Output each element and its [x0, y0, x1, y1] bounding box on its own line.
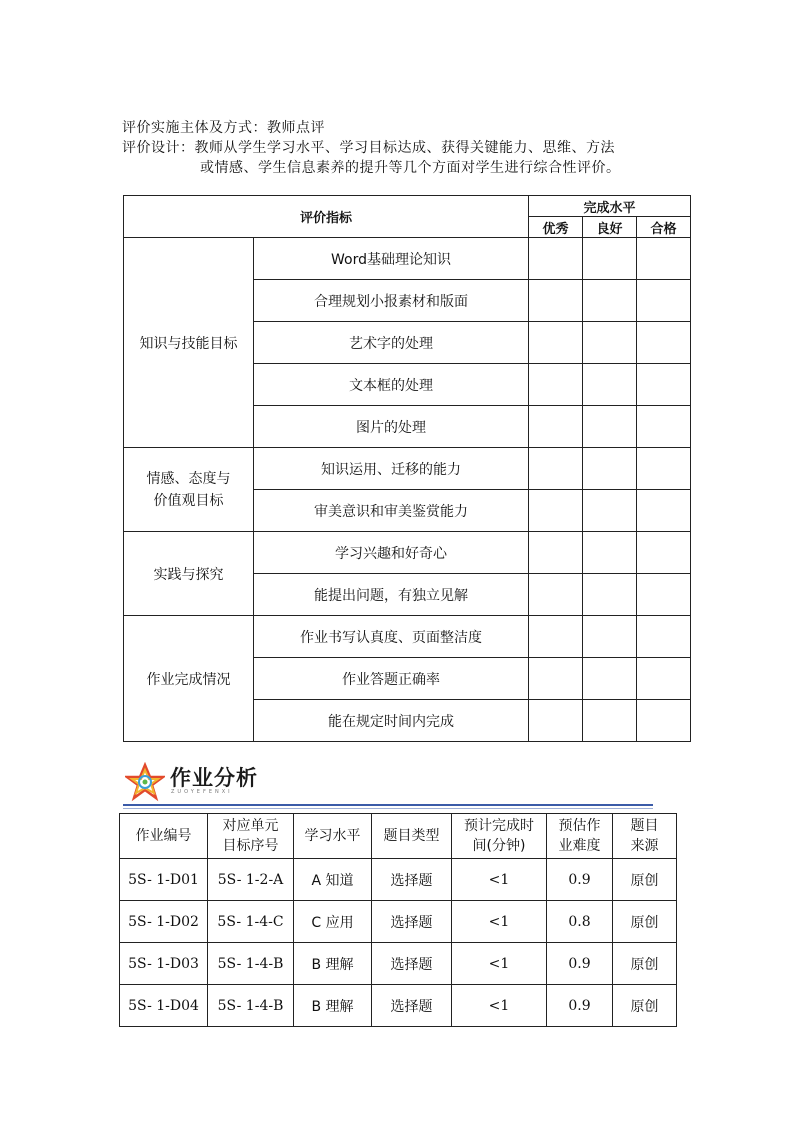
rating-cell[interactable]	[637, 574, 691, 616]
estimated-time: <1	[452, 943, 547, 985]
homework-id: 5S- 1-D01	[120, 859, 208, 901]
homework-id: 5S- 1-D03	[120, 943, 208, 985]
target-code: 5S- 1-2-A	[208, 859, 294, 901]
rating-cell[interactable]	[637, 406, 691, 448]
difficulty: 0.8	[547, 901, 613, 943]
table-row	[120, 901, 677, 943]
difficulty: 0.9	[547, 943, 613, 985]
rating-cell[interactable]	[583, 364, 637, 406]
target-code: 5S- 1-4-B	[208, 943, 294, 985]
source: 原创	[613, 859, 677, 901]
rating-cell[interactable]	[529, 700, 583, 742]
learning-level: B 理解	[294, 943, 372, 985]
header-line: 业难度	[558, 838, 601, 854]
target-code: 5S- 1-4-C	[208, 901, 294, 943]
rating-cell[interactable]	[637, 448, 691, 490]
indicator-item: 作业书写认真度、页面整洁度	[254, 616, 529, 658]
rating-cell[interactable]	[583, 658, 637, 700]
rating-cell[interactable]	[529, 322, 583, 364]
rating-cell[interactable]	[583, 700, 637, 742]
rating-cell[interactable]	[583, 532, 637, 574]
homework-id: 5S- 1-D04	[120, 985, 208, 1027]
header-cell	[613, 814, 677, 859]
rating-cell[interactable]	[529, 448, 583, 490]
learning-level: A 知道	[294, 859, 372, 901]
header-cell	[452, 814, 547, 859]
indicator-item: 艺术字的处理	[254, 322, 529, 364]
estimated-time: <1	[452, 859, 547, 901]
category-line: 情感、态度与	[146, 470, 231, 487]
question-type: 选择题	[372, 985, 452, 1027]
category-knowledge-skill: 知识与技能目标	[124, 238, 254, 448]
rating-cell[interactable]	[529, 658, 583, 700]
question-type: 选择题	[372, 901, 452, 943]
rating-cell[interactable]	[529, 364, 583, 406]
question-type: 选择题	[372, 859, 452, 901]
intro-line-1: 评价实施主体及方式：教师点评	[122, 120, 325, 136]
rating-cell[interactable]	[529, 406, 583, 448]
level-excellent: 优秀	[529, 217, 583, 238]
indicator-item: 知识运用、迁移的能力	[254, 448, 529, 490]
homework-table	[119, 813, 677, 1027]
rating-cell[interactable]	[583, 490, 637, 532]
rating-cell[interactable]	[529, 280, 583, 322]
rating-cell[interactable]	[637, 700, 691, 742]
rating-cell[interactable]	[637, 322, 691, 364]
rating-cell[interactable]	[637, 490, 691, 532]
rating-cell[interactable]	[583, 238, 637, 280]
indicator-item: 能提出问题，有独立见解	[254, 574, 529, 616]
source: 原创	[613, 943, 677, 985]
header-line: 间(分钟)	[472, 838, 526, 854]
target-code: 5S- 1-4-B	[208, 985, 294, 1027]
header-line: 预计完成时	[464, 818, 534, 834]
difficulty: 0.9	[547, 985, 613, 1027]
star-logo-icon	[125, 762, 165, 802]
header-cell	[547, 814, 613, 859]
indicator-item: 图片的处理	[254, 406, 529, 448]
rating-cell[interactable]	[529, 490, 583, 532]
homework-id: 5S- 1-D02	[120, 901, 208, 943]
rating-cell[interactable]	[529, 532, 583, 574]
difficulty: 0.9	[547, 859, 613, 901]
intro-line-2: 评价设计：教师从学生学习水平、学习目标达成、获得关键能力、思维、方法	[122, 140, 615, 156]
learning-level: C 应用	[294, 901, 372, 943]
header-cell	[294, 814, 372, 859]
header-cell	[120, 814, 208, 859]
rating-cell[interactable]	[583, 280, 637, 322]
category-line: 价值观目标	[153, 492, 224, 509]
indicator-item: 合理规划小报素材和版面	[254, 280, 529, 322]
rating-cell[interactable]	[529, 574, 583, 616]
category-emotion-values	[124, 448, 254, 532]
indicator-item: 学习兴趣和好奇心	[254, 532, 529, 574]
rating-cell[interactable]	[583, 448, 637, 490]
table-row	[120, 985, 677, 1027]
header-cell	[208, 814, 294, 859]
category-practice-inquiry: 实践与探究	[124, 532, 254, 616]
estimated-time: <1	[452, 901, 547, 943]
rating-cell[interactable]	[637, 532, 691, 574]
learning-level: B 理解	[294, 985, 372, 1027]
rating-cell[interactable]	[637, 280, 691, 322]
logo-title: 作业分析	[170, 766, 258, 790]
rating-cell[interactable]	[583, 406, 637, 448]
table-row	[120, 943, 677, 985]
header-cell	[372, 814, 452, 859]
header-line: 对应单元	[222, 818, 279, 834]
rating-cell[interactable]	[529, 238, 583, 280]
indicator-item: 文本框的处理	[254, 364, 529, 406]
rating-cell[interactable]	[583, 574, 637, 616]
header-indicator: 评价指标	[124, 196, 529, 238]
header-line: 作业编号	[135, 828, 192, 844]
indicator-item: 能在规定时间内完成	[254, 700, 529, 742]
table-row	[120, 859, 677, 901]
logo-underline	[123, 804, 653, 806]
rating-cell[interactable]	[637, 364, 691, 406]
evaluation-table	[123, 195, 691, 742]
rating-cell[interactable]	[637, 616, 691, 658]
header-line: 目标序号	[222, 838, 279, 854]
source: 原创	[613, 901, 677, 943]
category-homework-completion: 作业完成情况	[124, 616, 254, 742]
header-line: 题目	[630, 818, 659, 834]
level-good: 良好	[583, 217, 637, 238]
header-line: 学习水平	[304, 828, 361, 844]
rating-cell[interactable]	[583, 322, 637, 364]
rating-cell[interactable]	[637, 238, 691, 280]
level-pass: 合格	[637, 217, 691, 238]
rating-cell[interactable]	[529, 616, 583, 658]
rating-cell[interactable]	[637, 658, 691, 700]
logo-underline-thin	[123, 808, 653, 809]
source: 原创	[613, 985, 677, 1027]
header-line: 来源	[630, 838, 659, 854]
indicator-item: 审美意识和审美鉴赏能力	[254, 490, 529, 532]
question-type: 选择题	[372, 943, 452, 985]
logo-subtitle: ZUOYEFENXI	[171, 789, 233, 795]
estimated-time: <1	[452, 985, 547, 1027]
rating-cell[interactable]	[583, 616, 637, 658]
indicator-item: 作业答题正确率	[254, 658, 529, 700]
intro-line-3: 或情感、学生信息素养的提升等几个方面对学生进行综合性评价。	[200, 160, 621, 176]
homework-analysis-logo	[123, 760, 653, 812]
header-level: 完成水平	[529, 196, 691, 217]
indicator-item: Word基础理论知识	[254, 238, 529, 280]
header-line: 题目类型	[383, 828, 440, 844]
header-line: 预估作	[558, 818, 601, 834]
